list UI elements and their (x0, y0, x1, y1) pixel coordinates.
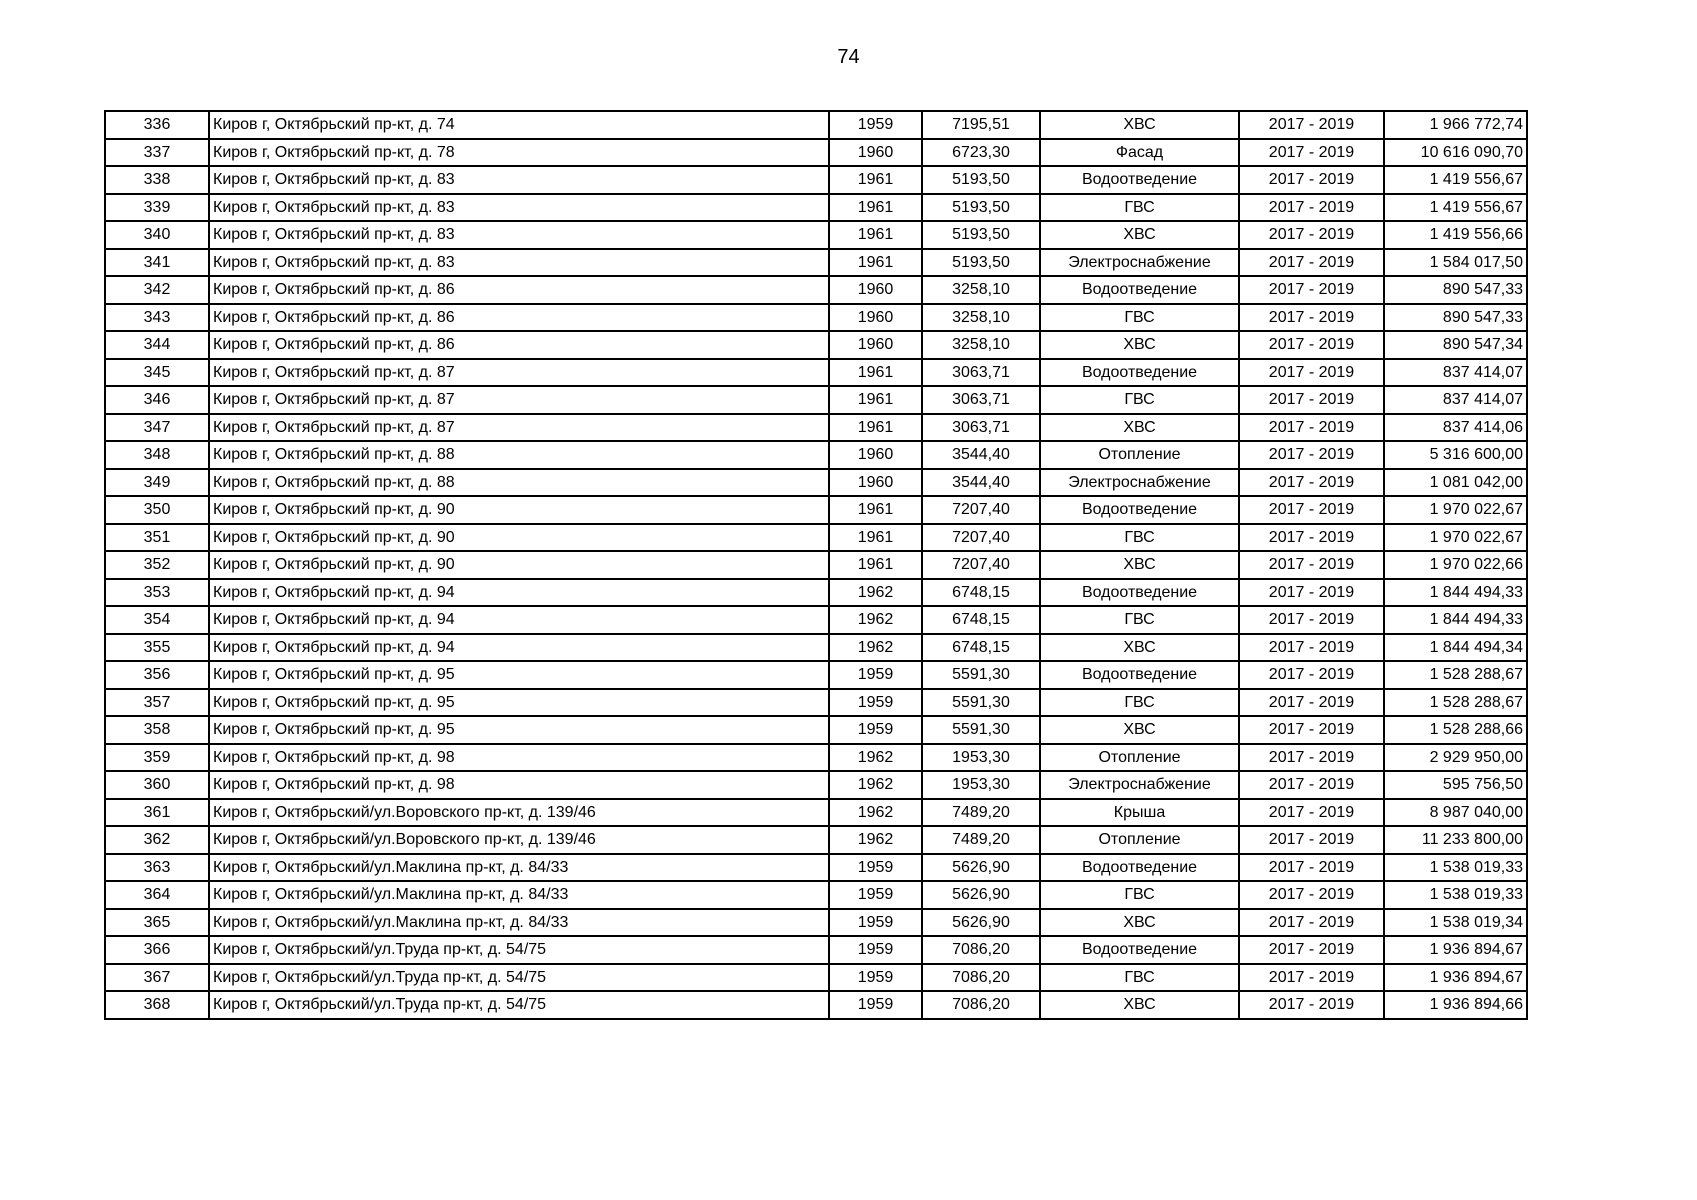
row-number-cell: 359 (105, 744, 209, 772)
address-cell: Киров г, Октябрьский пр-кт, д. 88 (209, 441, 829, 469)
cost-cell: 1 844 494,33 (1384, 579, 1527, 607)
build-year-cell: 1959 (829, 991, 922, 1019)
area-cell: 1953,30 (922, 744, 1040, 772)
period-cell: 2017 - 2019 (1239, 414, 1384, 442)
row-number-cell: 361 (105, 799, 209, 827)
build-year-cell: 1959 (829, 854, 922, 882)
address-cell: Киров г, Октябрьский пр-кт, д. 90 (209, 551, 829, 579)
cost-cell: 1 419 556,67 (1384, 166, 1527, 194)
work-type-cell: ХВС (1040, 331, 1239, 359)
cost-cell: 890 547,34 (1384, 331, 1527, 359)
row-number-cell: 341 (105, 249, 209, 277)
work-type-cell: ХВС (1040, 634, 1239, 662)
row-number-cell: 354 (105, 606, 209, 634)
area-cell: 7086,20 (922, 964, 1040, 992)
row-number-cell: 344 (105, 331, 209, 359)
address-cell: Киров г, Октябрьский пр-кт, д. 94 (209, 606, 829, 634)
period-cell: 2017 - 2019 (1239, 551, 1384, 579)
row-number-cell: 367 (105, 964, 209, 992)
row-number-cell: 340 (105, 221, 209, 249)
build-year-cell: 1959 (829, 661, 922, 689)
address-cell: Киров г, Октябрьский пр-кт, д. 98 (209, 771, 829, 799)
cost-cell: 837 414,07 (1384, 359, 1527, 387)
cost-cell: 11 233 800,00 (1384, 826, 1527, 854)
work-type-cell: Водоотведение (1040, 854, 1239, 882)
table-row (105, 441, 1527, 469)
table-row (105, 881, 1527, 909)
table-row (105, 276, 1527, 304)
address-cell: Киров г, Октябрьский пр-кт, д. 95 (209, 689, 829, 717)
build-year-cell: 1961 (829, 359, 922, 387)
row-number-cell: 350 (105, 496, 209, 524)
period-cell: 2017 - 2019 (1239, 111, 1384, 139)
table-row (105, 689, 1527, 717)
build-year-cell: 1962 (829, 634, 922, 662)
cost-cell: 1 419 556,67 (1384, 194, 1527, 222)
cost-cell: 890 547,33 (1384, 276, 1527, 304)
area-cell: 5591,30 (922, 716, 1040, 744)
address-cell: Киров г, Октябрьский/ул.Маклина пр-кт, д. 84/33 (209, 881, 829, 909)
table-row (105, 744, 1527, 772)
work-type-cell: Крыша (1040, 799, 1239, 827)
period-cell: 2017 - 2019 (1239, 826, 1384, 854)
area-cell: 7489,20 (922, 826, 1040, 854)
table-row (105, 936, 1527, 964)
address-cell: Киров г, Октябрьский пр-кт, д. 90 (209, 496, 829, 524)
row-number-cell: 343 (105, 304, 209, 332)
row-number-cell: 336 (105, 111, 209, 139)
work-type-cell: Отопление (1040, 744, 1239, 772)
area-cell: 5626,90 (922, 854, 1040, 882)
area-cell: 1953,30 (922, 771, 1040, 799)
period-cell: 2017 - 2019 (1239, 304, 1384, 332)
area-cell: 3544,40 (922, 469, 1040, 497)
work-type-cell: Водоотведение (1040, 166, 1239, 194)
table-row (105, 606, 1527, 634)
address-cell: Киров г, Октябрьский/ул.Труда пр-кт, д. 54/75 (209, 991, 829, 1019)
row-number-cell: 347 (105, 414, 209, 442)
work-type-cell: Водоотведение (1040, 661, 1239, 689)
area-cell: 6748,15 (922, 606, 1040, 634)
cost-cell: 1 419 556,66 (1384, 221, 1527, 249)
cost-cell: 1 528 288,67 (1384, 661, 1527, 689)
area-cell: 6723,30 (922, 139, 1040, 167)
work-type-cell: ХВС (1040, 551, 1239, 579)
row-number-cell: 342 (105, 276, 209, 304)
cost-cell: 2 929 950,00 (1384, 744, 1527, 772)
row-number-cell: 360 (105, 771, 209, 799)
table-row (105, 359, 1527, 387)
address-cell: Киров г, Октябрьский пр-кт, д. 83 (209, 194, 829, 222)
address-cell: Киров г, Октябрьский пр-кт, д. 83 (209, 166, 829, 194)
cost-cell: 1 528 288,67 (1384, 689, 1527, 717)
work-type-cell: Электроснабжение (1040, 469, 1239, 497)
area-cell: 5626,90 (922, 909, 1040, 937)
work-type-cell: Водоотведение (1040, 579, 1239, 607)
cost-cell: 8 987 040,00 (1384, 799, 1527, 827)
address-cell: Киров г, Октябрьский пр-кт, д. 95 (209, 716, 829, 744)
period-cell: 2017 - 2019 (1239, 441, 1384, 469)
area-cell: 5193,50 (922, 249, 1040, 277)
work-type-cell: ХВС (1040, 716, 1239, 744)
build-year-cell: 1961 (829, 221, 922, 249)
address-cell: Киров г, Октябрьский/ул.Воровского пр-кт, д. 139/46 (209, 826, 829, 854)
table-row (105, 551, 1527, 579)
build-year-cell: 1961 (829, 386, 922, 414)
build-year-cell: 1961 (829, 524, 922, 552)
cost-cell: 1 538 019,33 (1384, 854, 1527, 882)
row-number-cell: 357 (105, 689, 209, 717)
period-cell: 2017 - 2019 (1239, 386, 1384, 414)
work-type-cell: Отопление (1040, 826, 1239, 854)
row-number-cell: 355 (105, 634, 209, 662)
work-type-cell: ГВС (1040, 964, 1239, 992)
area-cell: 5591,30 (922, 661, 1040, 689)
work-type-cell: Водоотведение (1040, 936, 1239, 964)
build-year-cell: 1959 (829, 936, 922, 964)
period-cell: 2017 - 2019 (1239, 139, 1384, 167)
address-cell: Киров г, Октябрьский пр-кт, д. 98 (209, 744, 829, 772)
period-cell: 2017 - 2019 (1239, 276, 1384, 304)
build-year-cell: 1961 (829, 194, 922, 222)
table-row (105, 634, 1527, 662)
period-cell: 2017 - 2019 (1239, 331, 1384, 359)
period-cell: 2017 - 2019 (1239, 936, 1384, 964)
address-cell: Киров г, Октябрьский/ул.Труда пр-кт, д. 54/75 (209, 936, 829, 964)
area-cell: 3258,10 (922, 331, 1040, 359)
period-cell: 2017 - 2019 (1239, 166, 1384, 194)
table-row (105, 496, 1527, 524)
address-cell: Киров г, Октябрьский/ул.Маклина пр-кт, д. 84/33 (209, 854, 829, 882)
area-cell: 7489,20 (922, 799, 1040, 827)
build-year-cell: 1960 (829, 139, 922, 167)
cost-cell: 1 538 019,34 (1384, 909, 1527, 937)
cost-cell: 1 936 894,67 (1384, 936, 1527, 964)
row-number-cell: 339 (105, 194, 209, 222)
row-number-cell: 365 (105, 909, 209, 937)
row-number-cell: 356 (105, 661, 209, 689)
row-number-cell: 362 (105, 826, 209, 854)
cost-cell: 1 970 022,67 (1384, 524, 1527, 552)
address-cell: Киров г, Октябрьский пр-кт, д. 86 (209, 304, 829, 332)
address-cell: Киров г, Октябрьский пр-кт, д. 88 (209, 469, 829, 497)
row-number-cell: 363 (105, 854, 209, 882)
address-cell: Киров г, Октябрьский пр-кт, д. 87 (209, 359, 829, 387)
cost-cell: 5 316 600,00 (1384, 441, 1527, 469)
row-number-cell: 364 (105, 881, 209, 909)
work-type-cell: ХВС (1040, 221, 1239, 249)
work-type-cell: ГВС (1040, 881, 1239, 909)
area-cell: 3258,10 (922, 276, 1040, 304)
work-type-cell: Водоотведение (1040, 359, 1239, 387)
area-cell: 3063,71 (922, 386, 1040, 414)
build-year-cell: 1962 (829, 799, 922, 827)
table-row (105, 854, 1527, 882)
period-cell: 2017 - 2019 (1239, 991, 1384, 1019)
address-cell: Киров г, Октябрьский пр-кт, д. 83 (209, 221, 829, 249)
cost-cell: 837 414,07 (1384, 386, 1527, 414)
build-year-cell: 1959 (829, 964, 922, 992)
table-row (105, 249, 1527, 277)
area-cell: 7086,20 (922, 991, 1040, 1019)
table-row (105, 964, 1527, 992)
row-number-cell: 338 (105, 166, 209, 194)
table-row (105, 579, 1527, 607)
row-number-cell: 345 (105, 359, 209, 387)
work-type-cell: Отопление (1040, 441, 1239, 469)
address-cell: Киров г, Октябрьский пр-кт, д. 78 (209, 139, 829, 167)
period-cell: 2017 - 2019 (1239, 194, 1384, 222)
table-row (105, 524, 1527, 552)
table-row (105, 826, 1527, 854)
cost-cell: 1 584 017,50 (1384, 249, 1527, 277)
table-row (105, 111, 1527, 139)
cost-cell: 1 970 022,66 (1384, 551, 1527, 579)
table-row (105, 716, 1527, 744)
work-type-cell: ХВС (1040, 111, 1239, 139)
table-row (105, 799, 1527, 827)
area-cell: 7195,51 (922, 111, 1040, 139)
work-type-cell: ГВС (1040, 689, 1239, 717)
area-cell: 5626,90 (922, 881, 1040, 909)
build-year-cell: 1962 (829, 744, 922, 772)
repair-schedule-table (104, 110, 1528, 1020)
row-number-cell: 348 (105, 441, 209, 469)
area-cell: 5591,30 (922, 689, 1040, 717)
period-cell: 2017 - 2019 (1239, 771, 1384, 799)
table-row (105, 304, 1527, 332)
cost-cell: 595 756,50 (1384, 771, 1527, 799)
page-number: 74 (837, 46, 860, 68)
build-year-cell: 1959 (829, 111, 922, 139)
area-cell: 7086,20 (922, 936, 1040, 964)
build-year-cell: 1960 (829, 469, 922, 497)
address-cell: Киров г, Октябрьский пр-кт, д. 86 (209, 276, 829, 304)
build-year-cell: 1959 (829, 689, 922, 717)
period-cell: 2017 - 2019 (1239, 524, 1384, 552)
address-cell: Киров г, Октябрьский пр-кт, д. 87 (209, 386, 829, 414)
period-cell: 2017 - 2019 (1239, 496, 1384, 524)
build-year-cell: 1961 (829, 166, 922, 194)
build-year-cell: 1960 (829, 331, 922, 359)
address-cell: Киров г, Октябрьский пр-кт, д. 95 (209, 661, 829, 689)
area-cell: 6748,15 (922, 634, 1040, 662)
cost-cell: 1 844 494,33 (1384, 606, 1527, 634)
work-type-cell: Водоотведение (1040, 276, 1239, 304)
period-cell: 2017 - 2019 (1239, 469, 1384, 497)
period-cell: 2017 - 2019 (1239, 909, 1384, 937)
row-number-cell: 346 (105, 386, 209, 414)
address-cell: Киров г, Октябрьский пр-кт, д. 94 (209, 579, 829, 607)
work-type-cell: Электроснабжение (1040, 771, 1239, 799)
build-year-cell: 1959 (829, 881, 922, 909)
build-year-cell: 1959 (829, 909, 922, 937)
row-number-cell: 368 (105, 991, 209, 1019)
table-row (105, 771, 1527, 799)
address-cell: Киров г, Октябрьский пр-кт, д. 94 (209, 634, 829, 662)
period-cell: 2017 - 2019 (1239, 249, 1384, 277)
work-type-cell: ХВС (1040, 414, 1239, 442)
area-cell: 5193,50 (922, 221, 1040, 249)
work-type-cell: ГВС (1040, 194, 1239, 222)
period-cell: 2017 - 2019 (1239, 716, 1384, 744)
period-cell: 2017 - 2019 (1239, 221, 1384, 249)
cost-cell: 890 547,33 (1384, 304, 1527, 332)
area-cell: 3544,40 (922, 441, 1040, 469)
build-year-cell: 1961 (829, 414, 922, 442)
cost-cell: 1 966 772,74 (1384, 111, 1527, 139)
build-year-cell: 1962 (829, 771, 922, 799)
address-cell: Киров г, Октябрьский пр-кт, д. 90 (209, 524, 829, 552)
row-number-cell: 353 (105, 579, 209, 607)
address-cell: Киров г, Октябрьский пр-кт, д. 87 (209, 414, 829, 442)
area-cell: 3063,71 (922, 414, 1040, 442)
build-year-cell: 1962 (829, 826, 922, 854)
address-cell: Киров г, Октябрьский/ул.Маклина пр-кт, д. 84/33 (209, 909, 829, 937)
cost-cell: 1 538 019,33 (1384, 881, 1527, 909)
period-cell: 2017 - 2019 (1239, 579, 1384, 607)
table-row (105, 221, 1527, 249)
cost-cell: 1 970 022,67 (1384, 496, 1527, 524)
table-row (105, 909, 1527, 937)
period-cell: 2017 - 2019 (1239, 661, 1384, 689)
row-number-cell: 352 (105, 551, 209, 579)
work-type-cell: ГВС (1040, 606, 1239, 634)
table-row (105, 139, 1527, 167)
row-number-cell: 366 (105, 936, 209, 964)
area-cell: 5193,50 (922, 194, 1040, 222)
period-cell: 2017 - 2019 (1239, 799, 1384, 827)
cost-cell: 1 528 288,66 (1384, 716, 1527, 744)
build-year-cell: 1961 (829, 551, 922, 579)
period-cell: 2017 - 2019 (1239, 854, 1384, 882)
address-cell: Киров г, Октябрьский пр-кт, д. 83 (209, 249, 829, 277)
table-row (105, 991, 1527, 1019)
address-cell: Киров г, Октябрьский/ул.Воровского пр-кт, д. 139/46 (209, 799, 829, 827)
period-cell: 2017 - 2019 (1239, 744, 1384, 772)
period-cell: 2017 - 2019 (1239, 634, 1384, 662)
cost-cell: 10 616 090,70 (1384, 139, 1527, 167)
address-cell: Киров г, Октябрьский пр-кт, д. 86 (209, 331, 829, 359)
area-cell: 7207,40 (922, 496, 1040, 524)
row-number-cell: 351 (105, 524, 209, 552)
cost-cell: 1 081 042,00 (1384, 469, 1527, 497)
build-year-cell: 1961 (829, 496, 922, 524)
address-cell: Киров г, Октябрьский/ул.Труда пр-кт, д. 54/75 (209, 964, 829, 992)
work-type-cell: Водоотведение (1040, 496, 1239, 524)
cost-cell: 1 936 894,66 (1384, 991, 1527, 1019)
area-cell: 3063,71 (922, 359, 1040, 387)
work-type-cell: ХВС (1040, 909, 1239, 937)
area-cell: 5193,50 (922, 166, 1040, 194)
cost-cell: 1 936 894,67 (1384, 964, 1527, 992)
work-type-cell: Фасад (1040, 139, 1239, 167)
area-cell: 6748,15 (922, 579, 1040, 607)
build-year-cell: 1960 (829, 304, 922, 332)
period-cell: 2017 - 2019 (1239, 606, 1384, 634)
area-cell: 7207,40 (922, 551, 1040, 579)
build-year-cell: 1962 (829, 606, 922, 634)
row-number-cell: 358 (105, 716, 209, 744)
build-year-cell: 1959 (829, 716, 922, 744)
work-type-cell: ГВС (1040, 386, 1239, 414)
period-cell: 2017 - 2019 (1239, 964, 1384, 992)
cost-cell: 837 414,06 (1384, 414, 1527, 442)
work-type-cell: ГВС (1040, 304, 1239, 332)
row-number-cell: 349 (105, 469, 209, 497)
period-cell: 2017 - 2019 (1239, 359, 1384, 387)
table-row (105, 331, 1527, 359)
area-cell: 3258,10 (922, 304, 1040, 332)
work-type-cell: ХВС (1040, 991, 1239, 1019)
build-year-cell: 1960 (829, 276, 922, 304)
build-year-cell: 1960 (829, 441, 922, 469)
table-row (105, 661, 1527, 689)
table-body (105, 111, 1527, 1019)
build-year-cell: 1962 (829, 579, 922, 607)
address-cell: Киров г, Октябрьский пр-кт, д. 74 (209, 111, 829, 139)
work-type-cell: ГВС (1040, 524, 1239, 552)
row-number-cell: 337 (105, 139, 209, 167)
area-cell: 7207,40 (922, 524, 1040, 552)
table-row (105, 414, 1527, 442)
period-cell: 2017 - 2019 (1239, 689, 1384, 717)
table-row (105, 386, 1527, 414)
work-type-cell: Электроснабжение (1040, 249, 1239, 277)
table-row (105, 469, 1527, 497)
table-row (105, 166, 1527, 194)
table-row (105, 194, 1527, 222)
period-cell: 2017 - 2019 (1239, 881, 1384, 909)
cost-cell: 1 844 494,34 (1384, 634, 1527, 662)
build-year-cell: 1961 (829, 249, 922, 277)
